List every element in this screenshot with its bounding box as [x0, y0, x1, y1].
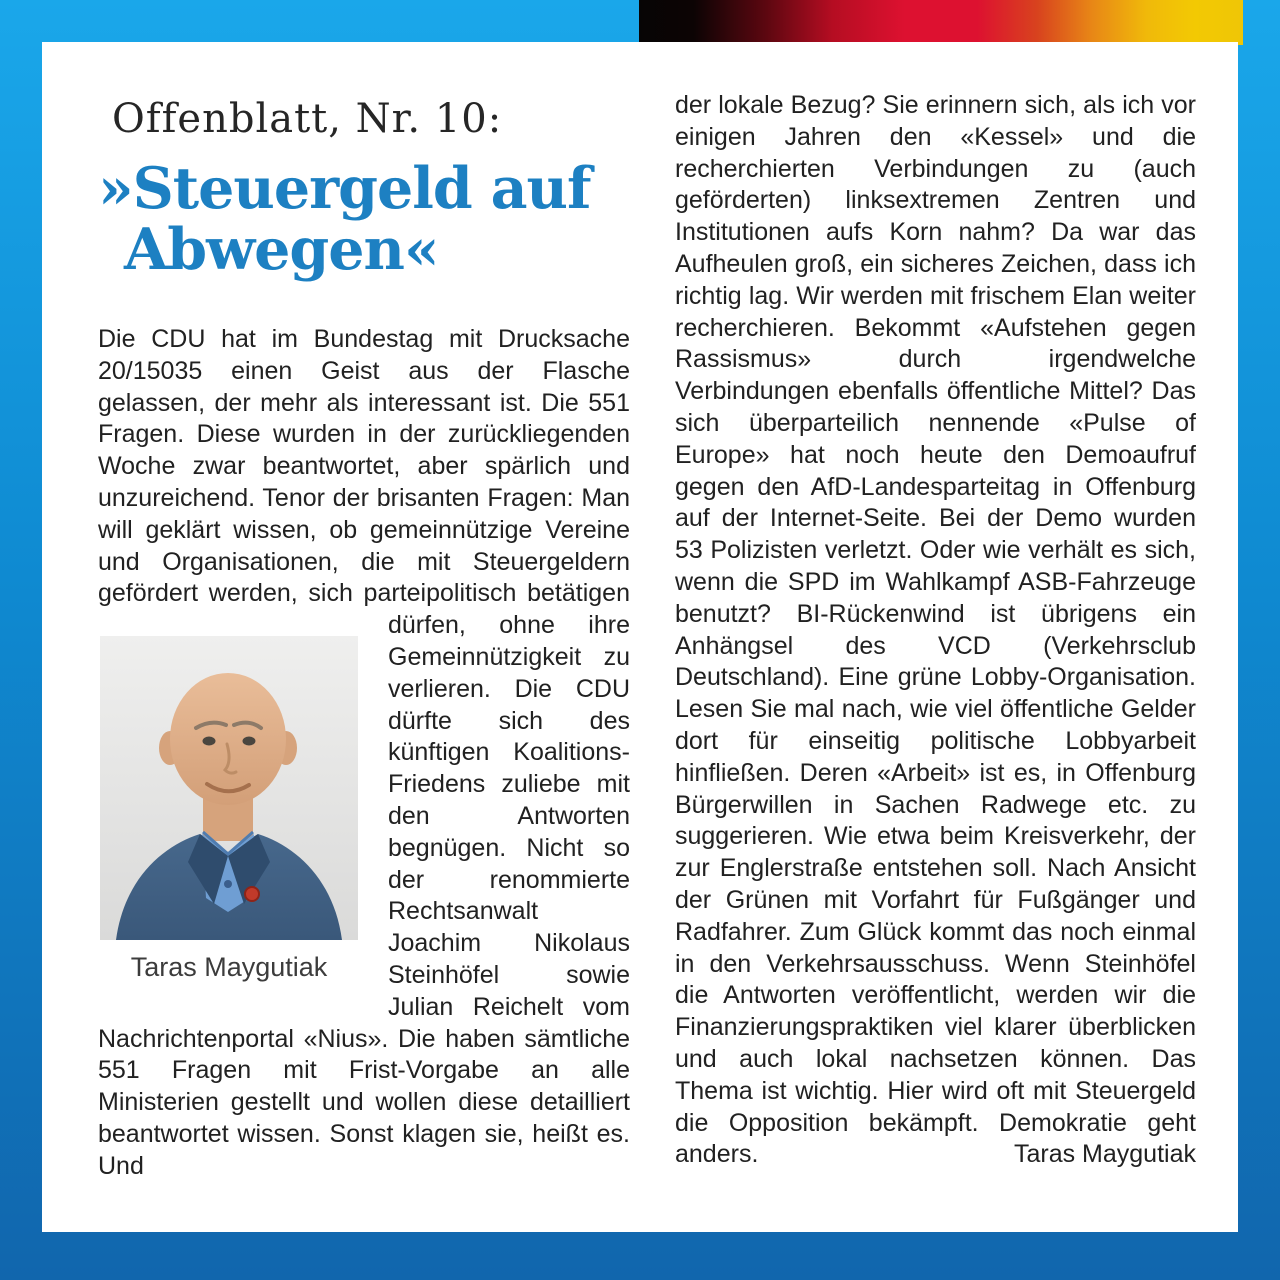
photo-caption: Taras Maygutiak: [130, 952, 328, 983]
left-text-after-photo: betätigen dürfen, ohne ihre Gemeinnützigkeit zu verlieren. Die CDU dürfte sich des künftigen Koalitions-Friedens zuliebe mit den Antworten begnügen. Nicht so der renommierte Rechtsanwalt Joachim Nikolaus Steinhöfel sowie Julian Reichelt vom Nachrichtenportal «Nius». Die haben sämtliche 551 Fragen mit Frist-Vorgabe an alle Ministerien gestellt und wollen diese detailliert beantwortet wissen. Sonst klagen sie, heißt es. Und: [98, 579, 630, 1180]
article-text-right: [675, 90, 1196, 1171]
right-text: der lokale Bezug? Sie erinnern sich, als ich vor einigen Jahren den «Kessel» und die recherchierten Verbindungen zu (auch geförderten) linksextremen Zentren und Institutionen aufs Korn nahm? Da war das Aufheulen groß, ein sicheres Zeichen, dass ich richtig lag. Wir werden mit frischem Elan weiter recherchieren. Bekommt «Aufstehen gegen Rassismus» durch irgendwelche Verbindungen ebenfalls öffentliche Mittel? Das sich überparteilich nennende «Pulse of Europe» hat noch heute den Demoaufruf gegen den AfD-Landesparteitag in Offenburg auf der Internet-Seite. Bei der Demo wurden 53 Polizisten verletzt. Oder wie verhält es sich, wenn die SPD im Wahlkampf ASB-Fahrzeuge benutzt? BI-Rückenwind ist übrigens ein Anhängsel des VCD (Verkehrsclub Deutschland). Eine grüne Lobby-Organisation. Lesen Sie mal nach, wie viel öffentliche Gelder dort für einseitig politische Lobbyarbeit hinfließen. Deren «Arbeit» ist es, in Offenburg Bürgerwillen in Sachen Radwege etc. zu suggerieren. Wie etwa beim Kreisverkehr, der zur Englerstraße entstehen soll. Nach Ansicht der Grünen mit Vorfahrt für Fußgänger und Radfahrer. Zum Glück kommt das noch einmal in den Verkehrsausschuss. Wenn Steinhöfel die Antworten veröffentlicht, werden wir die Finanzierungspraktiken viel klarer überblicken und auch lokal nachsetzen können. Das Thema ist wichtig. Hier wird oft mit Steuergeld die Opposition bekämpft. Demokratie geht anders.: [675, 91, 1196, 1169]
portrait-figure: [100, 636, 358, 982]
headline: [98, 155, 591, 283]
article-text-left: [98, 324, 630, 1183]
left-text-before-photo: Die CDU hat im Bundestag mit Drucksache 20/15035 einen Geist aus der Flasche gelassen, der mehr als interessant ist. Die 551 Fragen. Diese wurden in der zurückliegenden Woche zwar beantwortet, aber spärlich und unzureichend. Tenor der brisanten Fragen: Man will geklärt wissen, ob gemeinnützige Vereine und Organisationen, die mit Steuergeldern gefördert werden, sich parteipolitisch: [98, 325, 630, 608]
headline-line-1: »Steuergeld auf: [98, 155, 591, 222]
german-flag-strip: [639, 0, 1243, 45]
portrait-photo: [100, 636, 358, 940]
right-column: [675, 42, 1196, 1171]
kicker: Offenblatt, Nr. 10:: [112, 96, 503, 142]
author-signature: Taras Maygutiak: [1013, 1140, 1196, 1169]
article-page: [42, 42, 1238, 1232]
headline-line-2: Abwegen«: [124, 216, 439, 283]
